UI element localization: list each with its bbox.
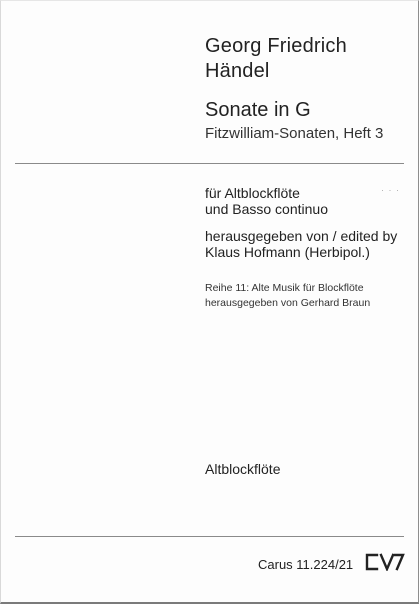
series-line-1: Reihe 11: Alte Musik für Blockflöte bbox=[205, 282, 364, 294]
editor-credit-line-1: herausgegeben von / edited by bbox=[205, 228, 398, 244]
part-name: Altblockflöte bbox=[205, 461, 281, 477]
series-line-2: herausgegeben von Gerhard Braun bbox=[205, 297, 371, 309]
catalog-number: Carus 11.224/21 bbox=[258, 557, 354, 572]
composer-first-names: Georg Friedrich bbox=[205, 35, 347, 57]
instrumentation-line-1: für Altblockflöte bbox=[205, 185, 300, 201]
composer-last-name: Händel bbox=[205, 60, 270, 82]
faint-dots-mark: · · · bbox=[381, 185, 400, 195]
instrumentation-line-2: und Basso continuo bbox=[205, 201, 328, 217]
editor-credit-line-2: Klaus Hofmann (Herbipol.) bbox=[205, 244, 370, 260]
work-title: Sonate in G bbox=[205, 99, 311, 121]
top-divider bbox=[15, 163, 404, 164]
carus-logo-icon bbox=[363, 553, 405, 571]
bottom-divider bbox=[15, 536, 404, 537]
work-subtitle: Fitzwilliam-Sonaten, Heft 3 bbox=[205, 125, 384, 142]
